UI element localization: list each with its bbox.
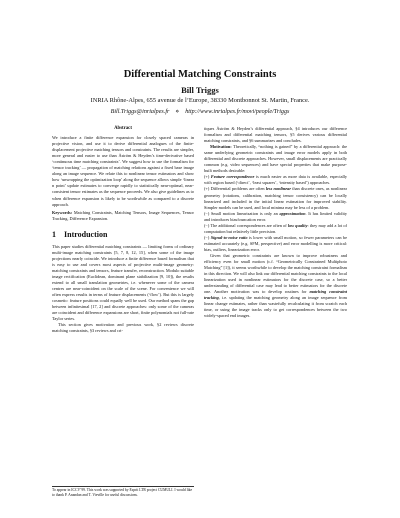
author-email[interactable]: Bill.Triggs@inrialpes.fr (110, 109, 170, 115)
outline-paragraph: tiques Åström & Heyden’s differential approach, §4 introduces our difference formalism and differential matching tensors, §5 derives various differential matching constraints, and §6 summarizes and concludes. (204, 126, 347, 144)
bullet-signal-to-noise: (−) Signal-to-noise ratio is lower with small motion, so fewer parameters can be estimated accurately (e.g. SFM, perspective) and error modelling is more critical: bias, outliers, linearization error. (204, 234, 347, 252)
author-url[interactable]: http://www.inrialpes.fr/movi/people/Triggs (185, 109, 290, 115)
bullet-separator: ⋄ (175, 109, 180, 115)
motivation-paragraph: Motivation: Theoretically, “nothing is gained” by a differential approach: the same underlying geometric constraints and image error models apply in both differential and discrete approaches. However, small displacements are practically common (e.g. video sequences) and have special properties that make purpose-built methods desirable: (204, 144, 347, 174)
section-heading-introduction (52, 230, 194, 240)
motivation-label: Motivation: (210, 144, 232, 150)
abstract-heading: Abstract (114, 126, 132, 131)
abstract-text: We introduce a finite difference expansion for closely spaced cameras in projective vision, and use it to derive differential analogues of the finite-displacement projective matching tensors and constraints. The results are simpler, more general and easier to use than Åström & Heyden’s time-derivative based ‘continuous time matching constraints’. We suggest how to use the formalism for ‘tensor tracking’ — propagation of matching relations against a fixed base image along an image sequence. We relate this to nonlinear tensor estimators and show how ‘unwrapping the optimization loop’ along the sequence allows simple ‘linear n point’ update estimates to converge rapidly to statistically near-optimal, near-consistent tensor estimates as the sequence proceeds. We also give guidelines as to when difference expansion is likely to be worthwhile as compared to a discrete approach. (52, 135, 194, 207)
section-title: Introduction (64, 229, 108, 239)
bullet-approximation: (−) Small motion linearization is only an approximation. It has limited validity and introduces bias/truncation error. (204, 210, 347, 222)
keywords-label: Keywords: (52, 209, 73, 215)
bullet-low-quality: (−) The additional correspondences are often of low quality: they may add a lot of computation but relatively little precision. (204, 222, 347, 234)
contact-line (0, 108, 400, 115)
closing-paragraph: Given that geometric constraints are known to improve robustness and efficiency even for small motion (c.f. “Geometrically Constrained Multiphoto Matching” [1]), it seems worthwhile to develop the matching constraint formalism in this direction. We will also link our differential matching constraints to the local linearization used in nonlinear estimators for the discrete case, so a better understanding of differential case may lead to better estimators for the discrete one. Another motivation was to develop routines for matching constraint tracking, i.e. updating the matching geometry along an image sequence from linear change estimates, rather than wastefully recalculating it from scratch each time, or using the image tracks only to get correspondences between the two widely-spaced end images. (204, 252, 347, 319)
bullet-feature-correspondence: (+) Feature correspondence is much easier as more data is available, especially with region based (‘direct’, ‘least squares’, ‘intensity based’) approaches. (204, 174, 348, 186)
keywords (52, 210, 194, 222)
paper-title: Differential Matching Constraints (123, 69, 277, 80)
bullet-less-nonlinear: (+) Differential problems are often less nonlinear than discrete ones, as nonlinear geometry (rotations, calibration, matching tensor consistency) can be locally linearized and included in the initial linear estimation for improved stability. Simpler models can be used, and local minima may be less of a problem. (204, 186, 347, 210)
author-name: Bill Triggs (181, 85, 219, 95)
footnote: To appear in ICCV’99. This work was supported by Esprit LTR project CUMULI. I would like to thank P. Anandan and T. Vieville for useful discussions. (52, 488, 193, 497)
intro-paragraph-1: This paper studies differential matching constraints — limiting forms of ordinary multi-image matching constraints [5, 7, 8, 12, 15], when some of the image projections nearly coincide. We introduce a finite difference based formalism that is easy to use and covers most aspects of projective multi-image geometry: matching constraints and tensors, feature transfer, reconstruction. Modulo suitable image rectification (Euclidean, dominant plane stabilization [9, 10]), the results extend to all small translation geometries, i.e. whenever some of the camera centres are near-coincident on the scale of the scene. For convenience we will often express results in terms of feature displacements (‘flow’). But this is largely cosmetic: feature positions could equally well be used. Our method spans the gap between infinitesimal [17, 2] and discrete approaches: only some of the cameras are coincident and difference expansions are short, finite polynomials not full-rate Taylor series. (52, 243, 194, 322)
intro-paragraph-2: This section gives motivation and previous work, §2 reviews discrete matching constraints, §3 reviews and cri- (52, 322, 194, 334)
left-column (52, 126, 194, 334)
keywords-list: Matching Constraints, Matching Tensors, Image Sequences, Tensor Tracking, Difference Expansion. (52, 209, 194, 221)
section-number: 1 (52, 229, 56, 239)
right-column (204, 126, 347, 320)
affiliation: INRIA Rhône-Alpes, 655 avenue de l’Europe, 38330 Montbonnot St. Martin, France. (90, 97, 310, 104)
